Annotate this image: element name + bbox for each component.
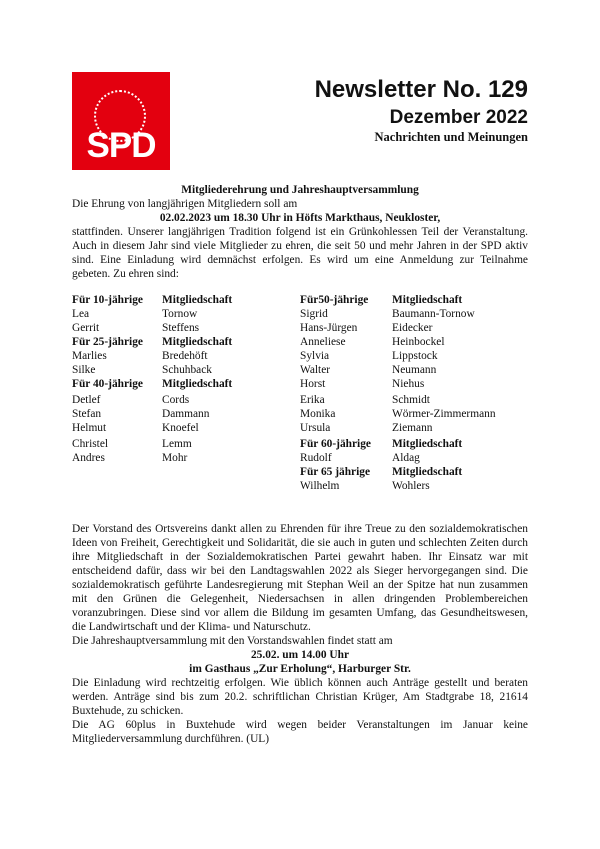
membership-heading: Mitgliedschaft xyxy=(162,378,233,390)
newsletter-date: Dezember 2022 xyxy=(389,107,528,128)
honoree-row-right xyxy=(72,451,528,465)
honoree-last-name: Steffens xyxy=(162,322,200,334)
honoree-first-name: Wilhelm xyxy=(300,480,340,492)
honoree-first-name: Andres xyxy=(72,452,105,464)
ag60plus-paragraph: Die AG 60plus in Buxtehude wird wegen beider Veranstaltungen im Januar keine Mitgliederversammlung durchführen. (UL) xyxy=(72,719,528,745)
honoree-first-name: Stefan xyxy=(72,408,102,420)
honoree-last-name: Baumann-Tornow xyxy=(392,308,475,320)
invitation-paragraph: Die Einladung wird rechtzeitig erfolgen. Wie üblich können auch Anträge gestellt und beraten werden. Anträge sind bis zum 20.2. schriftlichan Christian Krüger, Am Stadtgrabe 18, 21614 Buxtehude, zu schicken. xyxy=(72,677,528,717)
honoree-row-right xyxy=(72,363,528,377)
honoree-last-name: Niehus xyxy=(392,378,425,390)
honoree-last-name: Tornow xyxy=(162,308,198,320)
section-meeting xyxy=(72,522,528,746)
honoree-last-name: Bredehöft xyxy=(162,350,208,362)
honoree-last-name: Ziemann xyxy=(392,422,433,434)
honoree-row-right xyxy=(72,393,528,407)
honoree-first-name: Marlies xyxy=(72,350,107,362)
honoree-first-name: Christel xyxy=(72,438,109,450)
membership-heading: Mitgliedschaft xyxy=(162,336,233,348)
spd-logo xyxy=(72,72,170,170)
logo-text: SPD xyxy=(86,126,156,165)
honoree-first-name: Horst xyxy=(300,378,326,390)
honoree-first-name: Helmut xyxy=(72,422,107,434)
event-line: 02.02.2023 um 18.30 Uhr in Höfts Markthaus, Neukloster, xyxy=(159,212,441,224)
honoree-last-name: Schmidt xyxy=(392,394,430,406)
honoree-first-name: Ursula xyxy=(300,422,331,434)
honoree-row-right xyxy=(72,437,528,451)
honoree-row-right xyxy=(72,293,528,307)
group-heading: Für 65 jährige xyxy=(300,466,371,478)
honoree-first-name: Silke xyxy=(72,364,96,376)
honoree-first-name: Anneliese xyxy=(300,336,346,348)
membership-heading: Mitgliedschaft xyxy=(392,294,463,306)
honoree-last-name: Dammann xyxy=(162,408,210,420)
honoree-row-right xyxy=(72,407,528,421)
group-heading: Für 40-jährige xyxy=(72,378,143,390)
honoree-first-name: Lea xyxy=(72,308,90,320)
membership-heading: Mitgliedschaft xyxy=(392,438,463,450)
honoree-row-right xyxy=(72,479,528,493)
honoree-row-right xyxy=(72,321,528,335)
newsletter-title: Newsletter No. 129 xyxy=(314,76,528,103)
honoree-first-name: Erika xyxy=(300,394,325,406)
honoree-last-name: Lemm xyxy=(162,438,192,450)
honoree-row-right xyxy=(72,335,528,349)
honoree-last-name: Schuhback xyxy=(162,364,212,376)
honoree-row-right xyxy=(72,307,528,321)
honoree-last-name: Eidecker xyxy=(392,322,433,334)
honoree-first-name: Gerrit xyxy=(72,322,100,334)
honoree-last-name: Cords xyxy=(162,394,190,406)
honoree-last-name: Lippstock xyxy=(392,350,438,362)
honoree-row-right xyxy=(72,421,528,435)
group-heading: Für 10-jährige xyxy=(72,294,143,306)
honoree-first-name: Hans-Jürgen xyxy=(300,322,358,334)
honoree-row-right xyxy=(72,349,528,363)
group-heading: Für 25-jährige xyxy=(72,336,143,348)
honoree-last-name: Mohr xyxy=(162,452,188,464)
honoree-first-name: Monika xyxy=(300,408,336,420)
intro-paragraph: stattfinden. Unserer langjährigen Tradition folgend ist ein Grünkohlessen Teil der Veranstaltung. Auch in diesem Jahr sind viele Mitglieder zu ehren, die seit 50 und mehr Jahren in der SPD aktiv sind. Eine Einladung wird demnächst erfolgen. Es wird um eine Anmeldung zur Teilnahme gebeten. Zu ehren sind: xyxy=(72,226,528,280)
meeting-date: 25.02. um 14.00 Uhr xyxy=(250,649,350,661)
membership-heading: Mitgliedschaft xyxy=(162,294,233,306)
group-heading: Für50-jährige xyxy=(300,294,369,306)
section-heading: Mitgliederehrung und Jahreshauptversammlung xyxy=(181,184,419,196)
meeting-place: im Gasthaus „Zur Erholung“, Harburger Str. xyxy=(189,663,411,675)
meeting-line: Die Jahreshauptversammlung mit den Vorstandswahlen findet statt am xyxy=(72,635,393,647)
honoree-first-name: Sylvia xyxy=(300,350,330,362)
honoree-last-name: Wohlers xyxy=(392,480,430,492)
honoree-first-name: Walter xyxy=(300,364,331,376)
honoree-row-right xyxy=(72,377,528,391)
intro-line: Die Ehrung von langjährigen Mitgliedern soll am xyxy=(72,198,298,210)
membership-heading: Mitgliedschaft xyxy=(392,466,463,478)
honoree-first-name: Detlef xyxy=(72,394,101,406)
honoree-last-name: Neumann xyxy=(392,364,437,376)
honoree-last-name: Knoefel xyxy=(162,422,199,434)
honoree-first-name: Rudolf xyxy=(300,452,332,464)
group-heading: Für 60-jährige xyxy=(300,438,371,450)
honoree-last-name: Wörmer-Zimmermann xyxy=(392,408,496,420)
honoree-last-name: Aldag xyxy=(392,452,420,464)
honoree-row-right xyxy=(72,465,528,479)
section-honors xyxy=(72,183,528,281)
newsletter-subtitle: Nachrichten und Meinungen xyxy=(374,130,528,144)
honoree-last-name: Heinbockel xyxy=(392,336,445,348)
thanks-paragraph: Der Vorstand des Ortsvereins dankt allen zu Ehrenden für ihre Treue zu den sozialdemokratischen Ideen von Freiheit, Gerechtigkeit und Solidarität, die sie auch in guten und schlechten Zeiten durch ihre Mitgliedschaft in der Sozialdemokratischen Partei gewahrt haben. Ihr Einsatz war mit entscheidend dafür, dass wir bei den Landtagswahlen 2022 als Sieger hervorgegangen sind. Die sozialdemokratisch geführte Landesregierung mit Stephan Weil an der Spitze hat nun zusammen mit den Grünen die Gelegenheit, Niedersachsen in allen dringenden Problembereichen voranzubringen. Diese sind vor allem die Bildung im gesamten Umfang, das Gesundheitswesen, die Landwirtschaft und der Klima- und Naturschutz. xyxy=(72,523,528,633)
honoree-first-name: Sigrid xyxy=(300,308,328,320)
